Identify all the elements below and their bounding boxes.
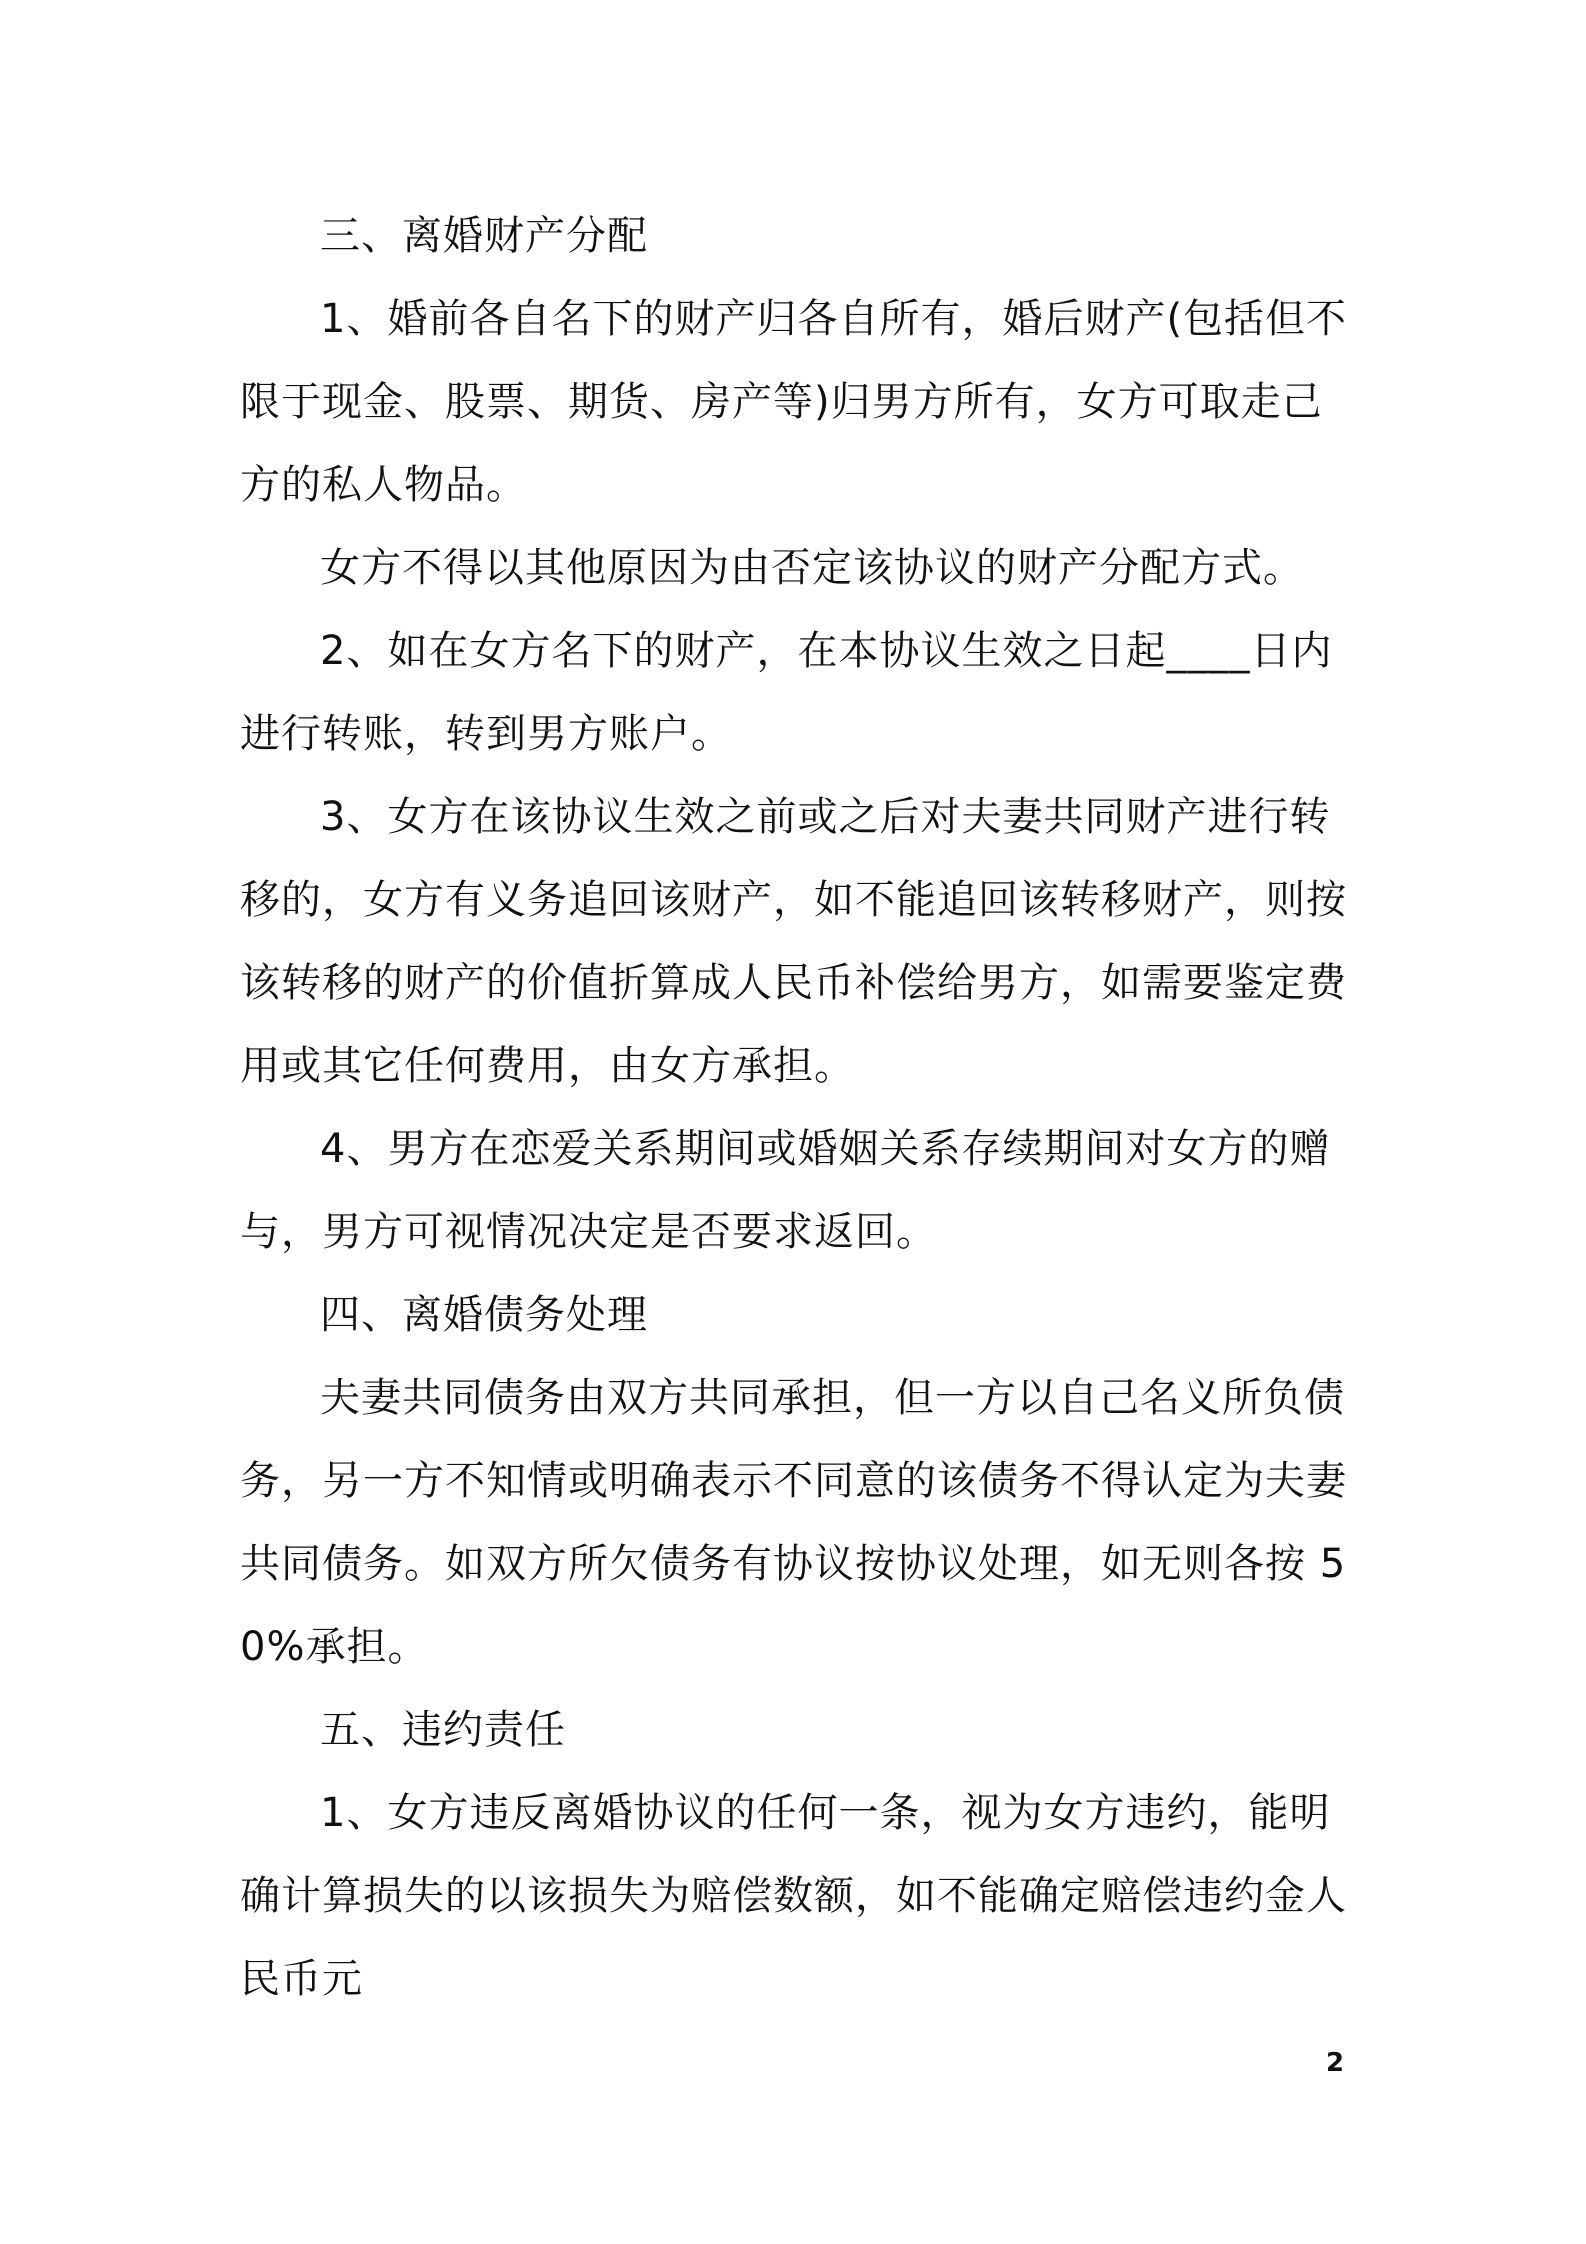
section-heading-debt: 四、离婚债务处理 <box>320 1292 648 1338</box>
section-heading-property: 三、离婚财产分配 <box>320 213 648 259</box>
clause-property-1: 1、婚前各自名下的财产归各自所有，婚后财产(包括但不限于现金、股票、期货、房产等)归男方所有，女方可取走己方的私人物品。 <box>240 296 1348 508</box>
page-number: 2 <box>1326 2048 1345 2078</box>
clause-property-note: 女方不得以其他原因为由否定该协议的财产分配方式。 <box>320 545 1304 591</box>
document-body <box>240 195 1360 2021</box>
clause-debt: 夫妻共同债务由双方共同承担，但一方以自己名义所负债务，另一方不知情或明确表示不同意的该债务不得认定为夫妻共同债务。如双方所欠债务有协议按协议处理，如无则各按 50%承担。 <box>240 1375 1347 1670</box>
clause-property-4: 4、男方在恋爱关系期间或婚姻关系存续期间对女方的赠与，男方可视情况决定是否要求返回。 <box>240 1126 1331 1255</box>
clause-property-2: 2、如在女方名下的财产，在本协议生效之日起____日内进行转账，转到男方账户。 <box>240 628 1333 757</box>
section-heading-breach: 五、违约责任 <box>320 1707 566 1753</box>
clause-property-3: 3、女方在该协议生效之前或之后对夫妻共同财产进行转移的，女方有义务追回该财产，如不能追回该转移财产，则按该转移的财产的价值折算成人民币补偿给男方，如需要鉴定费用或其它任何费用，由女方承担。 <box>240 794 1347 1089</box>
clause-breach-1: 1、女方违反离婚协议的任何一条，视为女方违约，能明确计算损失的以该损失为赔偿数额，如不能确定赔偿违约金人民币元 <box>240 1790 1347 2002</box>
